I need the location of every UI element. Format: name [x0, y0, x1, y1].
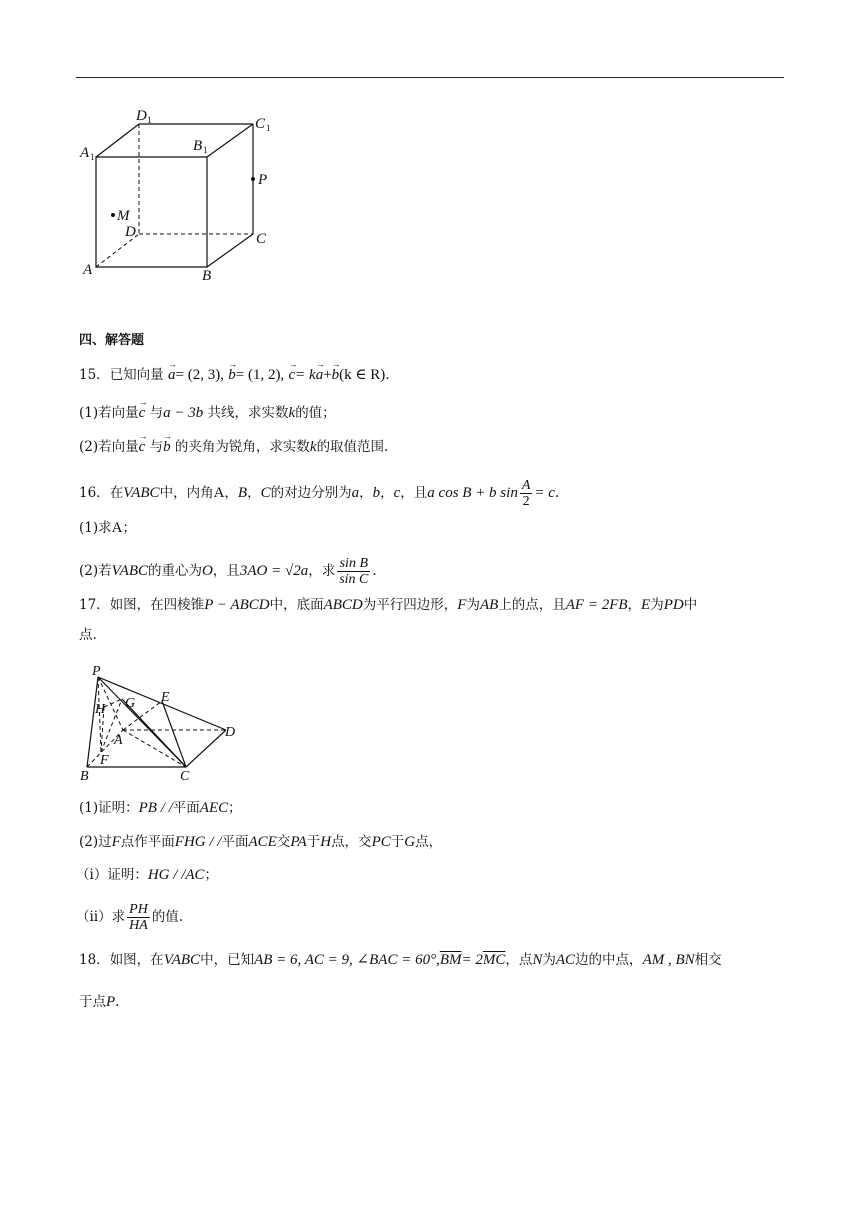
q17-part1: (1)证明：PB / /平面AEC； — [79, 800, 242, 816]
label-C: C — [256, 231, 267, 247]
q18-stem: 18．如图，在VABC中，已知AB = 6, AC = 9, ∠BAC = $60^\circ,\overline{BM}= 2\overline{MC}$，点N为AC边的中点，AM , BN相交 — [79, 952, 722, 968]
section-title: 四、解答题 — [79, 333, 145, 348]
label-H: H — [95, 702, 106, 717]
svg-text:1: 1 — [90, 152, 95, 162]
label-B: B — [202, 268, 212, 284]
q15-part1: (1)若向量→ c 与a − 3b 共线，求实数k的值； — [79, 404, 336, 422]
label-D: D — [225, 725, 236, 740]
label-B1: B — [193, 138, 203, 154]
label-C1: C — [255, 116, 266, 132]
label-A: A — [114, 733, 123, 748]
label-P: P — [92, 664, 101, 679]
q17-stem: 17．如图，在四棱锥P − ABCD中，底面ABCD为平行四边形，F为AB上的点，且AF = 2FB，E为PD中 — [79, 597, 698, 613]
q17-part2-i: （ⅰ）证明：HG / /AC； — [76, 867, 218, 883]
label-A: A — [83, 262, 93, 278]
q15-part2: (2)若向量→ c 与→ b 的夹角为锐角，求实数k的取值范围. — [79, 438, 388, 456]
q17-stem-cont: 点. — [79, 627, 97, 643]
q17-part2-ii: （ⅱ）求 $\frac{PH}{HA}$ 的值. — [76, 902, 184, 933]
cube-figure — [76, 100, 286, 285]
q15-stem: 15．已知向量 → a= (2, 3), → b= (1, 2), → c= k→ a+→ b(k ∈ R). — [79, 366, 390, 384]
q16-part1: (1)求A； — [79, 520, 136, 536]
label-F: F — [100, 753, 109, 768]
label-E: E — [161, 690, 170, 705]
svg-text:1: 1 — [203, 145, 208, 155]
label-P: P — [258, 172, 268, 188]
label-C: C — [180, 769, 190, 784]
svg-text:1: 1 — [266, 123, 271, 133]
q16-part2: (2)若VABC的重心为O，且3AO = √2a，求 $\frac{\text{sin B}}{\text{sin C}}$ . — [79, 556, 377, 587]
q16-stem: 16．在VABC中，内角A，B，C的对边分别为a，b，c，且a cos B + b sin $\frac{A}{2}$ = c. — [79, 478, 560, 509]
q18-stem-cont: 于点P. — [79, 994, 120, 1010]
svg-text:1: 1 — [147, 115, 152, 125]
label-B: B — [80, 769, 89, 784]
pyramid-figure — [76, 660, 246, 785]
label-D1: D — [136, 108, 147, 124]
label-D: D — [125, 224, 136, 240]
label-G: G — [125, 696, 136, 711]
header-rule — [76, 77, 784, 78]
q17-part2: (2)过F点作平面FHG / /平面ACE交PA于H点，交PC于G点， — [79, 834, 443, 850]
label-M: M — [117, 208, 130, 224]
label-A1: A — [80, 145, 90, 161]
